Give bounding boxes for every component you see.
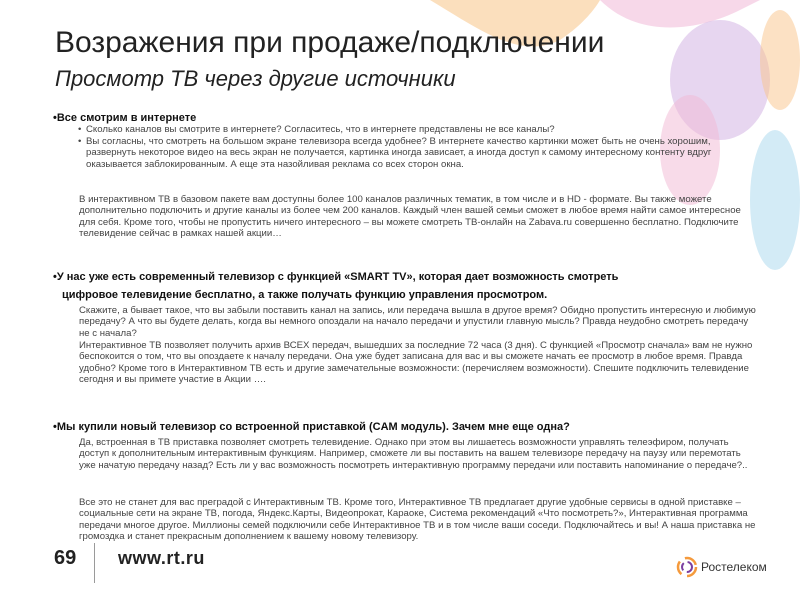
section-1-bullet: • Вы согласны, что смотреть на большом экране телевизора всегда удобнее? В интернете качество картинки может быть не очень хорошим, развернуть некоторое видео на весь экран не получается, картинка иногда зависает, а иногда доступ к самому интересному контенту вдруг оказывается заблокированным. А еще эта назойливая реклама со всех сторон окна. <box>78 136 758 170</box>
section-2-heading-row-2 <box>62 285 777 303</box>
logo-text: Ростелеком <box>701 560 767 574</box>
section-3-heading: Мы купили новый телевизор со встроенной приставкой (CAM модуль). Зачем мне еще одна? <box>56 421 570 433</box>
section-1-bullets <box>78 124 758 171</box>
section-3-paragraph-2: Все это не станет для вас преградой с Интерактивным ТВ. Кроме того, Интерактивное ТВ предлагает другие удобные сервисы в одной приставке – социальные сети на экране ТВ, погода, Яндекс.Карты, Видеопрокат, Караоке, Система рекомендаций «Что посмотреть?», Интерактивная программа передачи многое другое. Миллионы семей подключили себе Интерактивное ТВ и в том числе ваши соседи. Подключайтесь и вы! А наша приставка не громоздка и станет прекрасным дополнением к вашему новому телевизору. <box>79 497 756 542</box>
section-1-paragraph: В интерактивном ТВ в базовом пакете вам доступны более 100 каналов различных тематик, в том числе и в HD - формате. Вы также можете дополнительно подключить и другие каналы из более чем 200 каналов. Каждый член вашей семьи сможет в любое время найти самое интересное для себя. Кроме того, чтобы не пропустить ничего интересного – вы можете смотреть ТВ-онлайн на Zabava.ru совершенно бесплатно. Подключите телевидение сейчас в рамках нашей акции… <box>79 194 741 239</box>
section-2-paragraph-2: Интерактивное ТВ позволяет получить архив ВСЕХ передач, вышедших за последние 72 часа (3 дня). С функцией «Просмотр сначала» вам не нужно беспокоится о том, что вы опоздаете к началу передачи. Она уже будет записана для вас и вы сможете начать ее просмотр в любое время. Правда удобно? Кроме того в Интерактивном ТВ есть и другие замечательные возможности: (перечисляем возможности). Спешите подключить телевидение сегодня и вы примете участие в Акции …. <box>79 340 753 385</box>
page-subtitle: Просмотр ТВ через другие источники <box>55 66 456 91</box>
swirl-orange-right <box>760 10 800 110</box>
page-title: Возражения при продаже/подключении <box>55 26 605 59</box>
footer-url-link[interactable]: www.rt.ru <box>118 548 205 568</box>
section-2-heading-continued: цифровое телевидение бесплатно, а также получать функцию управления просмотром. <box>62 289 548 301</box>
footer-divider <box>94 543 95 583</box>
section-3-heading-row: •Мы купили новый телевизор со встроенной приставкой (CAM модуль). Зачем мне еще одна? <box>53 421 570 433</box>
section-2-heading-row: •У нас уже есть современный телевизор с функцией «SMART TV», которая дает возможность смотреть <box>53 271 619 283</box>
section-1-bullet: • Сколько каналов вы смотрите в интернете? Согласитесь, что в интернете представлены не все каналы? <box>78 124 758 135</box>
section-3-paragraph: Да, встроенная в ТВ приставка позволяет смотреть телевидение. Однако при этом вы лишаетесь возможности управлять телеэфиром, получать доступ к дополнительным интерактивным функциям. Например, сможете ли вы поставить на вашем телевизоре передачу на паузу или перемотать уже начатую передачу назад? Есть ли у вас возможность посмотреть интерактивную программу передачи или поставить напоминание о передаче?.. <box>79 437 748 471</box>
rostelecom-logo-icon <box>676 556 698 578</box>
page-number: 69 <box>54 547 77 569</box>
section-1-heading: Все смотрим в интернете <box>56 112 197 124</box>
section-2-paragraph: Скажите, а бывает такое, что вы забыли поставить канал на запись, или передача вышла в другое время? Обидно пропустить интересную и любимую передачу? А что вы будете делать, когда вы немного опоздали на начало передачи и упустили главную мысль? Правда неудобно смотреть передачу не с начала? <box>79 305 756 339</box>
section-2-heading: У нас уже есть современный телевизор с функцией «SMART TV», которая дает возможность смотреть <box>56 271 619 283</box>
rostelecom-logo <box>676 556 767 578</box>
section-1-heading-row: •Все смотрим в интернете <box>53 112 197 124</box>
